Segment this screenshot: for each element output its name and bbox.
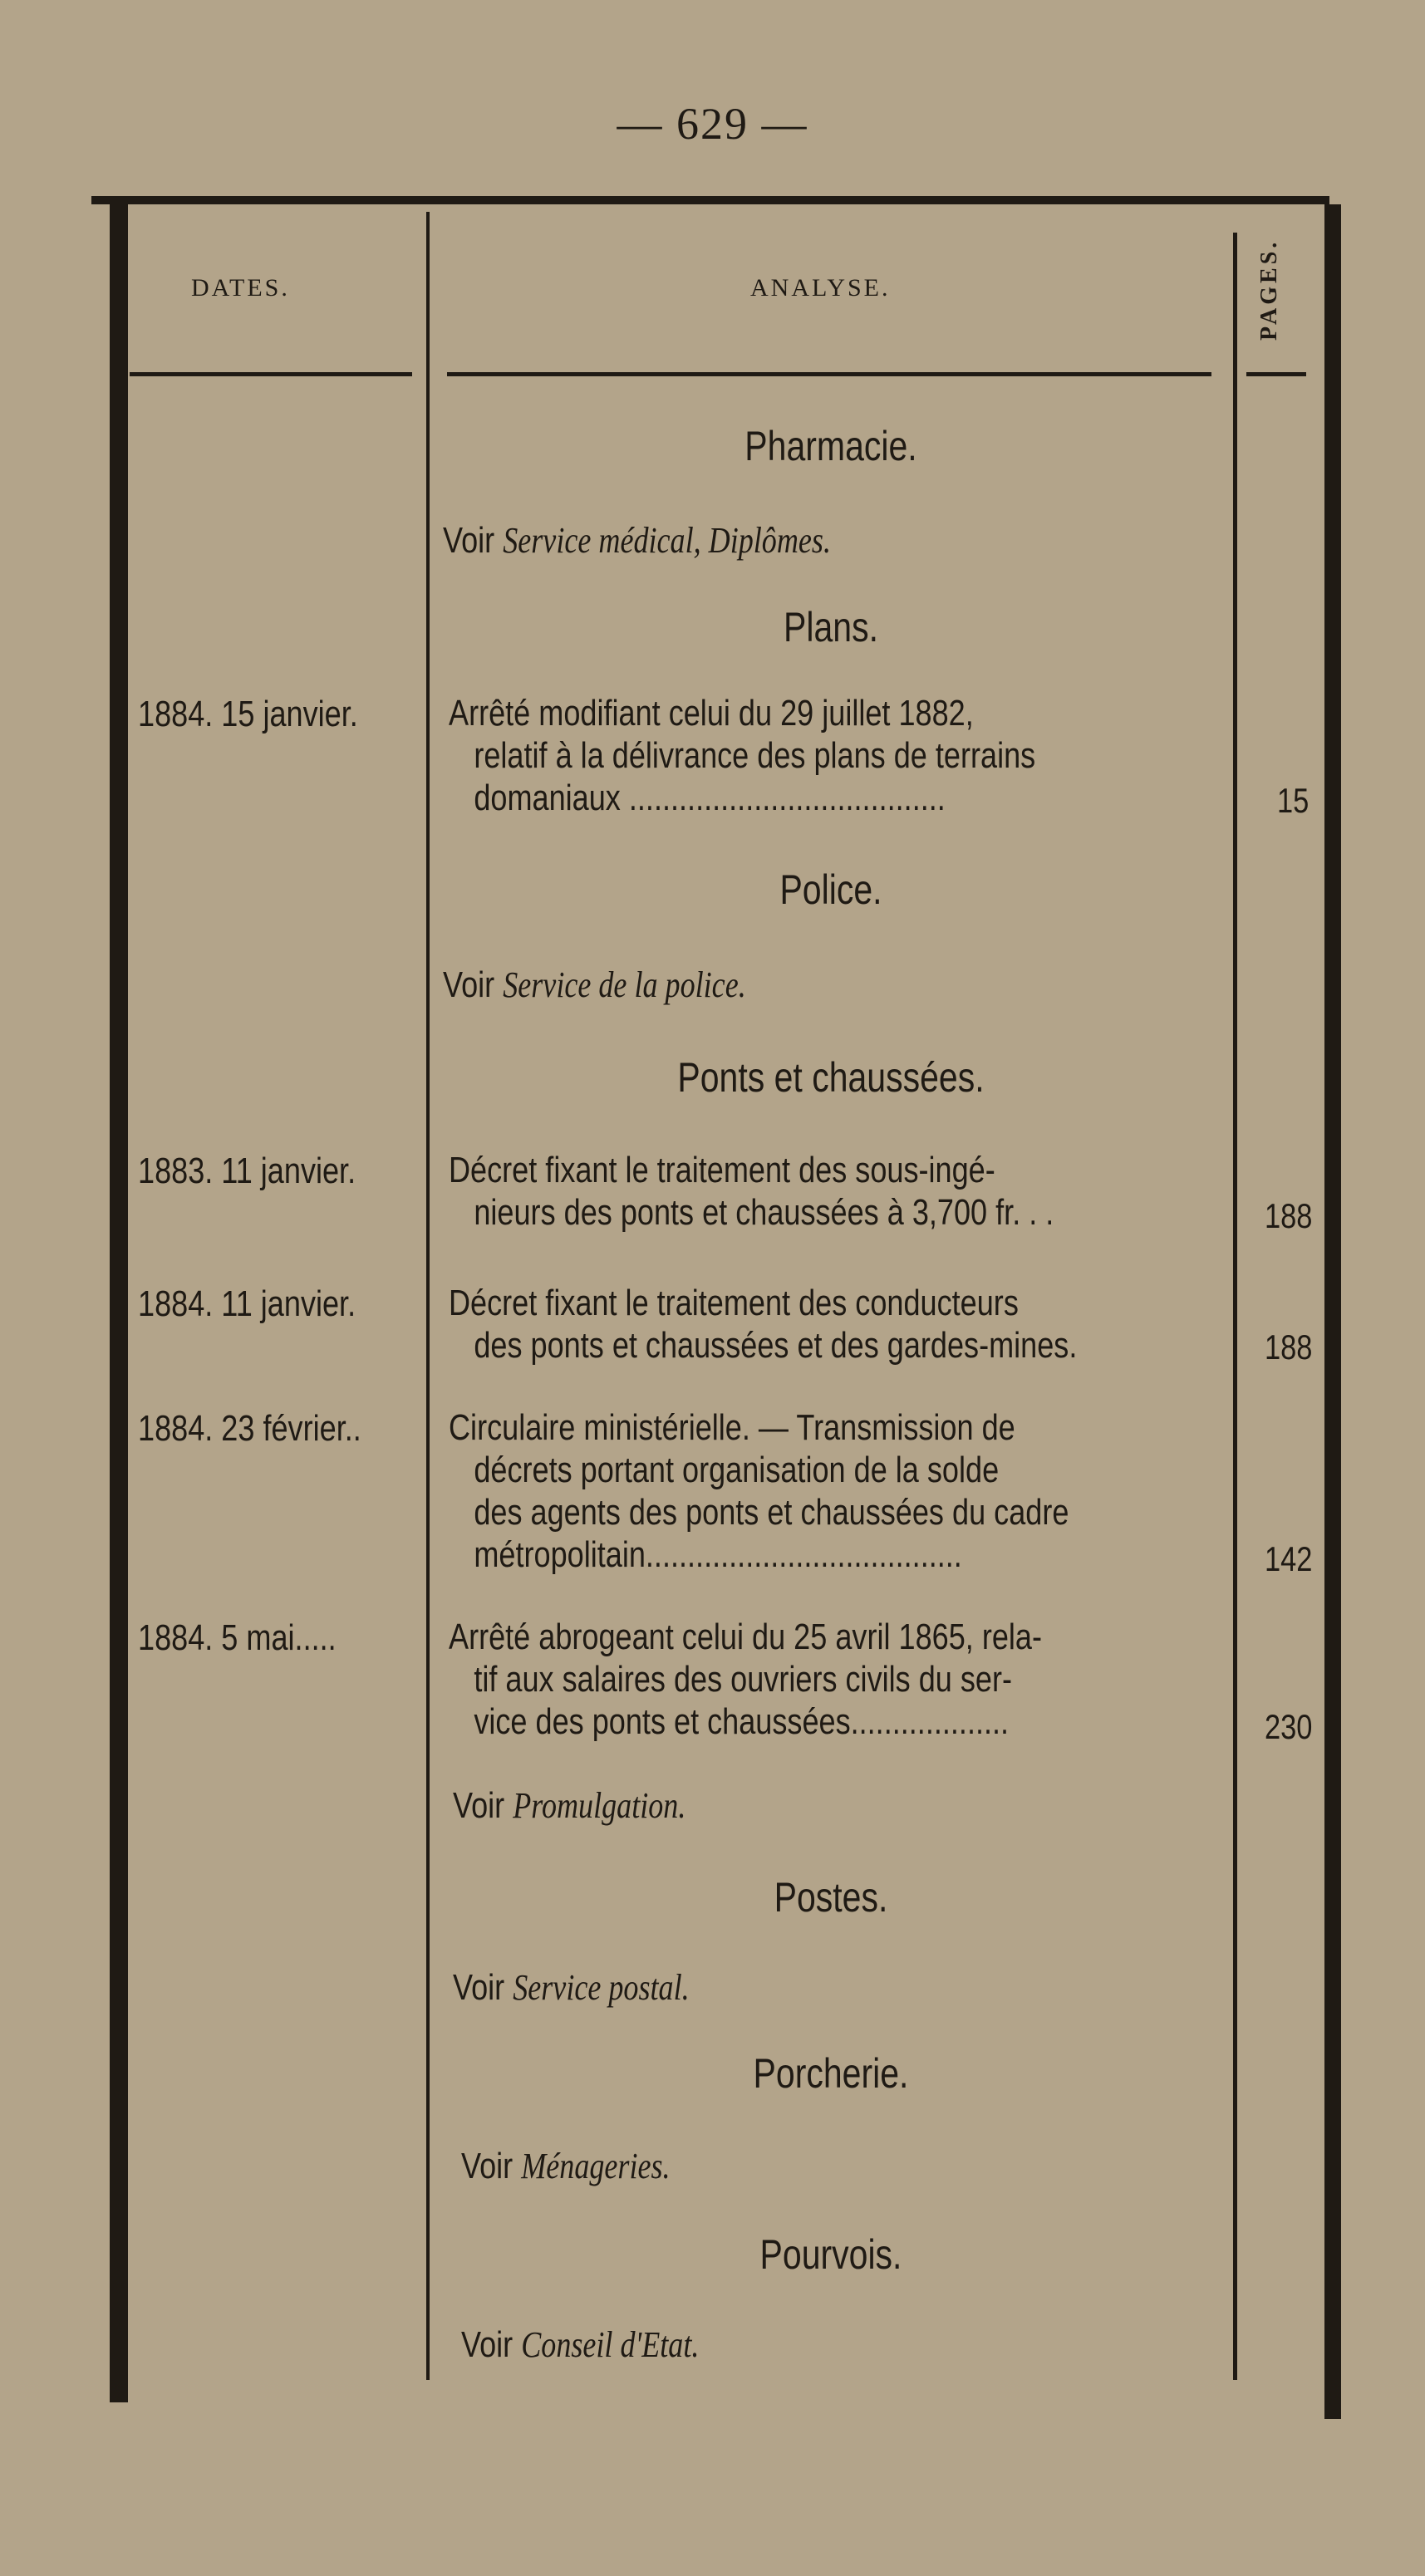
pages-header-underline: [1246, 372, 1306, 376]
entry-line: domaniaux ......................................: [474, 778, 946, 818]
see-also-prefix: Voir: [453, 1785, 505, 1826]
see-also-pharmacie: [443, 519, 831, 562]
entry-line: tif aux salaires des ouvriers civils du ser-: [474, 1659, 1013, 1700]
dates-header-underline: [130, 372, 412, 376]
entry-analysis: [449, 692, 1164, 819]
entry-analysis: [449, 1149, 1187, 1234]
see-also-prefix: Voir: [461, 2146, 513, 2186]
entry-date: 1884. 11 janvier.: [138, 1283, 356, 1324]
entry-line: métropolitain......................................: [474, 1534, 962, 1575]
pages-column-divider: [1233, 233, 1237, 2380]
entry-line: Arrêté modifiant celui du 29 juillet 1882,: [449, 693, 974, 734]
see-also-reference: Conseil d'Etat.: [521, 2324, 700, 2365]
see-also-postes: [453, 1966, 690, 2009]
see-also-pourvois: [461, 2323, 699, 2366]
see-also-police: [443, 964, 746, 1006]
entry-page-ref: 188: [1265, 1196, 1313, 1235]
entry-line: Circulaire ministérielle. — Transmission de: [449, 1407, 1015, 1448]
see-also-reference: Ménageries.: [521, 2146, 671, 2186]
see-also-reference: Promulgation.: [513, 1785, 686, 1826]
see-also-porcherie: [461, 2145, 671, 2187]
pages-header: PAGES.: [1256, 238, 1282, 341]
section-title-plans: Plans.: [784, 604, 878, 650]
analyse-header: ANALYSE.: [750, 274, 891, 302]
table-top-rule: [91, 196, 1329, 204]
see-also-reference: Service postal.: [513, 1967, 690, 2008]
analyse-header-underline: [447, 372, 1211, 376]
entry-analysis: [449, 1282, 1215, 1367]
entry-date: 1883. 11 janvier.: [138, 1151, 356, 1191]
page-number: — 629 —: [617, 99, 808, 149]
see-also-prefix: Voir: [443, 964, 495, 1005]
entry-page-ref: 142: [1265, 1539, 1313, 1578]
entry-line: Décret fixant le traitement des conducteurs: [449, 1283, 1019, 1323]
see-also-prefix: Voir: [453, 1967, 505, 2008]
section-title-postes: Postes.: [774, 1874, 888, 1921]
entry-date: 1884. 5 mai.....: [138, 1617, 337, 1658]
entry-analysis: [449, 1406, 1205, 1576]
table-left-rule: [110, 204, 128, 2402]
entry-page-ref: 188: [1265, 1327, 1313, 1367]
see-also-prefix: Voir: [461, 2324, 513, 2365]
dates-header: DATES.: [191, 274, 290, 302]
entry-date: 1884. 15 janvier.: [138, 694, 358, 734]
section-title-police: Police.: [779, 866, 882, 913]
see-also-prefix: Voir: [443, 520, 495, 561]
section-title-ponts-et-chaussees: Ponts et chaussées.: [677, 1054, 985, 1101]
entry-line: vice des ponts et chaussées...................: [474, 1701, 1010, 1742]
see-also-reference: Service de la police.: [503, 964, 746, 1005]
dates-column-divider: [426, 212, 430, 2380]
entry-line: des agents des ponts et chaussées du cadre: [474, 1492, 1069, 1533]
section-title-pharmacie: Pharmacie.: [744, 423, 917, 469]
entry-analysis: [449, 1616, 1172, 1743]
entry-page-ref: 230: [1265, 1707, 1313, 1746]
entry-line: nieurs des ponts et chaussées à 3,700 fr. . .: [474, 1192, 1054, 1233]
entry-page-ref: 15: [1277, 781, 1310, 820]
section-title-porcherie: Porcherie.: [753, 2050, 909, 2097]
table-right-rule: [1324, 204, 1341, 2419]
entry-line: Arrêté abrogeant celui du 25 avril 1865, rela-: [449, 1617, 1043, 1657]
section-title-pourvois: Pourvois.: [759, 2231, 902, 2278]
entry-date: 1884. 23 février..: [138, 1408, 361, 1449]
see-also-reference: Service médical, Diplômes.: [503, 520, 831, 561]
entry-line: décrets portant organisation de la solde: [474, 1450, 1000, 1490]
see-also-ponts-et-chaussees: [453, 1784, 685, 1827]
entry-line: relatif à la délivrance des plans de terrains: [474, 735, 1036, 776]
entry-line: Décret fixant le traitement des sous-ingé-: [449, 1150, 995, 1190]
entry-line: des ponts et chaussées et des gardes-mines.: [474, 1325, 1078, 1366]
